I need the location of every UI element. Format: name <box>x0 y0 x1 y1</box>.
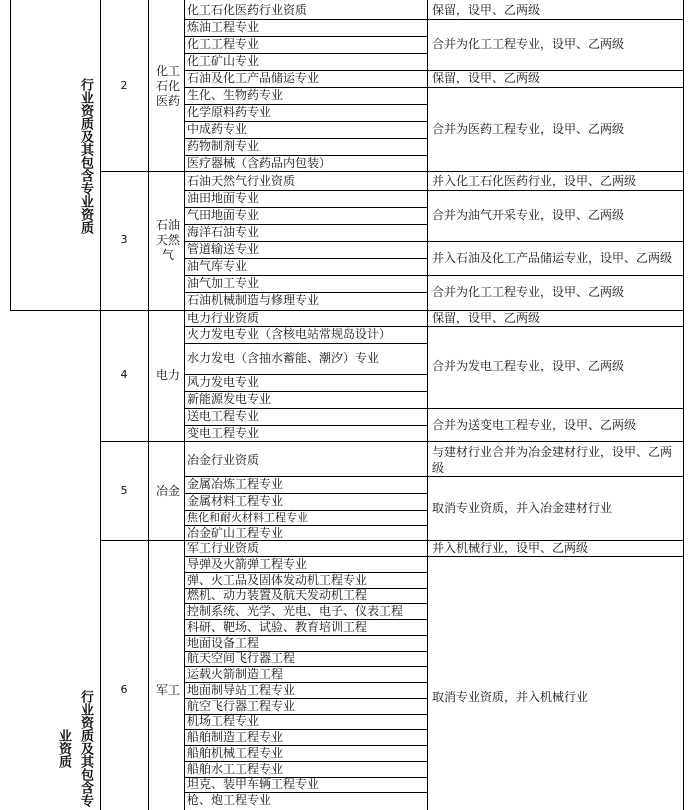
note-line <box>427 19 684 20</box>
note-text: 合并为医药工程专业，设甲、乙两级 <box>432 122 625 136</box>
list-item: 坦克、装甲车辆工程专业 <box>187 777 320 791</box>
list-item: 航空飞行器工程专业 <box>187 699 296 713</box>
note-text: 合并为油气开采专业，设甲、乙两级 <box>432 208 625 222</box>
list-item: 电力行业资质 <box>187 311 260 325</box>
list-item: 油田地面专业 <box>187 191 260 205</box>
note-line <box>427 556 684 557</box>
note-text: 保留，设甲、乙两级 <box>432 311 541 325</box>
note-text: 取消专业资质，并入机械行业 <box>432 690 589 704</box>
list-item: 风力发电专业 <box>187 375 260 389</box>
list-item: 船舶机械工程专业 <box>187 746 284 760</box>
list-item: 船舶制造工程专业 <box>187 730 284 744</box>
section-sep <box>10 310 684 311</box>
list-item: 生化、生物药专业 <box>187 88 284 102</box>
list-item: 科研、靶场、试验、教育培训工程 <box>187 620 368 634</box>
list-item: 中成药专业 <box>187 122 248 136</box>
list-item: 管道输送专业 <box>187 242 260 256</box>
industry-name: 石油天然气 <box>155 218 180 262</box>
list-item: 石油及化工产品储运专业 <box>187 71 320 85</box>
list-item: 化工矿山专业 <box>187 54 260 68</box>
note-text: 合并为送变电工程专业，设甲、乙两级 <box>432 418 637 432</box>
note-text: 并入机械行业，设甲、乙两级 <box>432 541 589 555</box>
list-item: 炼油工程专业 <box>187 20 260 34</box>
section-label-top: 行业资质及其包含专业资质 <box>78 78 93 234</box>
list-item: 冶金矿山工程专业 <box>187 526 284 540</box>
note-text: 保留，设甲、乙两级 <box>432 3 541 17</box>
group-number: 4 <box>120 368 128 381</box>
row-line <box>184 343 428 344</box>
list-item: 航天空间飞行器工程 <box>187 651 296 665</box>
industry-name: 化工石化医药 <box>155 64 180 108</box>
list-item: 海洋石油专业 <box>187 225 260 239</box>
note-text: 合并为发电工程专业，设甲、乙两级 <box>432 359 625 373</box>
list-item: 冶金行业资质 <box>187 453 260 467</box>
list-item: 控制系统、光学、光电、电子、仪表工程 <box>187 604 404 618</box>
note-text: 级 <box>432 461 445 475</box>
note-line <box>427 190 684 191</box>
group-sep-5 <box>100 441 684 442</box>
note-text: 取消专业资质，并入冶金建材行业 <box>432 501 613 515</box>
list-item: 油气库专业 <box>187 259 248 273</box>
list-item: 导弹及火箭弹工程专业 <box>187 557 308 571</box>
list-item: 气田地面专业 <box>187 208 260 222</box>
group-number: 3 <box>120 233 128 246</box>
list-item: 枪、炮工程专业 <box>187 793 272 807</box>
list-item: 化工石化医药行业资质 <box>187 3 308 17</box>
list-item: 火力发电专业（含核电站常规岛设计） <box>187 327 392 341</box>
note-text: 保留，设甲、乙两级 <box>432 71 541 85</box>
note-text: 与建材行业合并为冶金建材行业，设甲、乙两 <box>432 445 673 459</box>
list-item: 化学原料药专业 <box>187 105 272 119</box>
list-item: 油气加工专业 <box>187 276 260 290</box>
note-text: 合并为化工工程专业，设甲、乙两级 <box>432 285 625 299</box>
list-item: 运载火箭制造工程 <box>187 667 284 681</box>
list-item: 军工行业资质 <box>187 541 260 555</box>
group-number: 2 <box>120 79 128 92</box>
list-item: 石油机械制造与修理专业 <box>187 293 320 307</box>
vline-right <box>683 0 684 810</box>
list-item: 燃机、动力装置及航天发动机工程 <box>187 588 368 602</box>
list-item: 焦化和耐火材料工程专业 <box>187 511 308 524</box>
note-text: 并入石油及化工产品储运专业，设甲、乙两级 <box>432 251 673 265</box>
list-item: 金属冶炼工程专业 <box>187 477 284 491</box>
group-number: 6 <box>120 683 128 696</box>
list-item: 机场工程专业 <box>187 714 260 728</box>
industry-name: 冶金 <box>155 484 180 498</box>
group-sep-3 <box>100 171 684 172</box>
section-label-bottom: 行业资质及其包含专业资质 <box>56 689 93 807</box>
industry-name: 军工 <box>155 683 180 697</box>
note-text: 并入化工石化医药行业，设甲、乙两级 <box>432 174 637 188</box>
list-item: 金属材料工程专业 <box>187 494 284 508</box>
note-line <box>427 326 684 327</box>
industry-name: 电力 <box>155 368 180 382</box>
note-line <box>427 476 684 477</box>
note-text: 合并为化工工程专业，设甲、乙两级 <box>432 37 625 51</box>
list-item: 医疗器械（含药品内包装） <box>187 156 332 170</box>
vline-num <box>148 0 149 810</box>
note-line <box>427 87 684 88</box>
list-item: 地面制导站工程专业 <box>187 683 296 697</box>
note-line <box>427 408 684 409</box>
note-line <box>427 275 684 276</box>
list-item: 地面设备工程 <box>187 636 260 650</box>
list-item: 船舶水工工程专业 <box>187 762 284 776</box>
list-item: 药物制剂专业 <box>187 139 260 153</box>
list-item: 石油天然气行业资质 <box>187 174 296 188</box>
list-item: 新能源发电专业 <box>187 392 272 406</box>
list-item: 化工工程专业 <box>187 37 260 51</box>
list-item: 弹、火工品及固体发动机工程专业 <box>187 573 368 587</box>
note-line <box>427 241 684 242</box>
list-item: 变电工程专业 <box>187 426 260 440</box>
list-item: 水力发电（含抽水蓄能、潮汐）专业 <box>187 351 380 365</box>
group-number: 5 <box>120 484 128 497</box>
list-item: 送电工程专业 <box>187 409 260 423</box>
